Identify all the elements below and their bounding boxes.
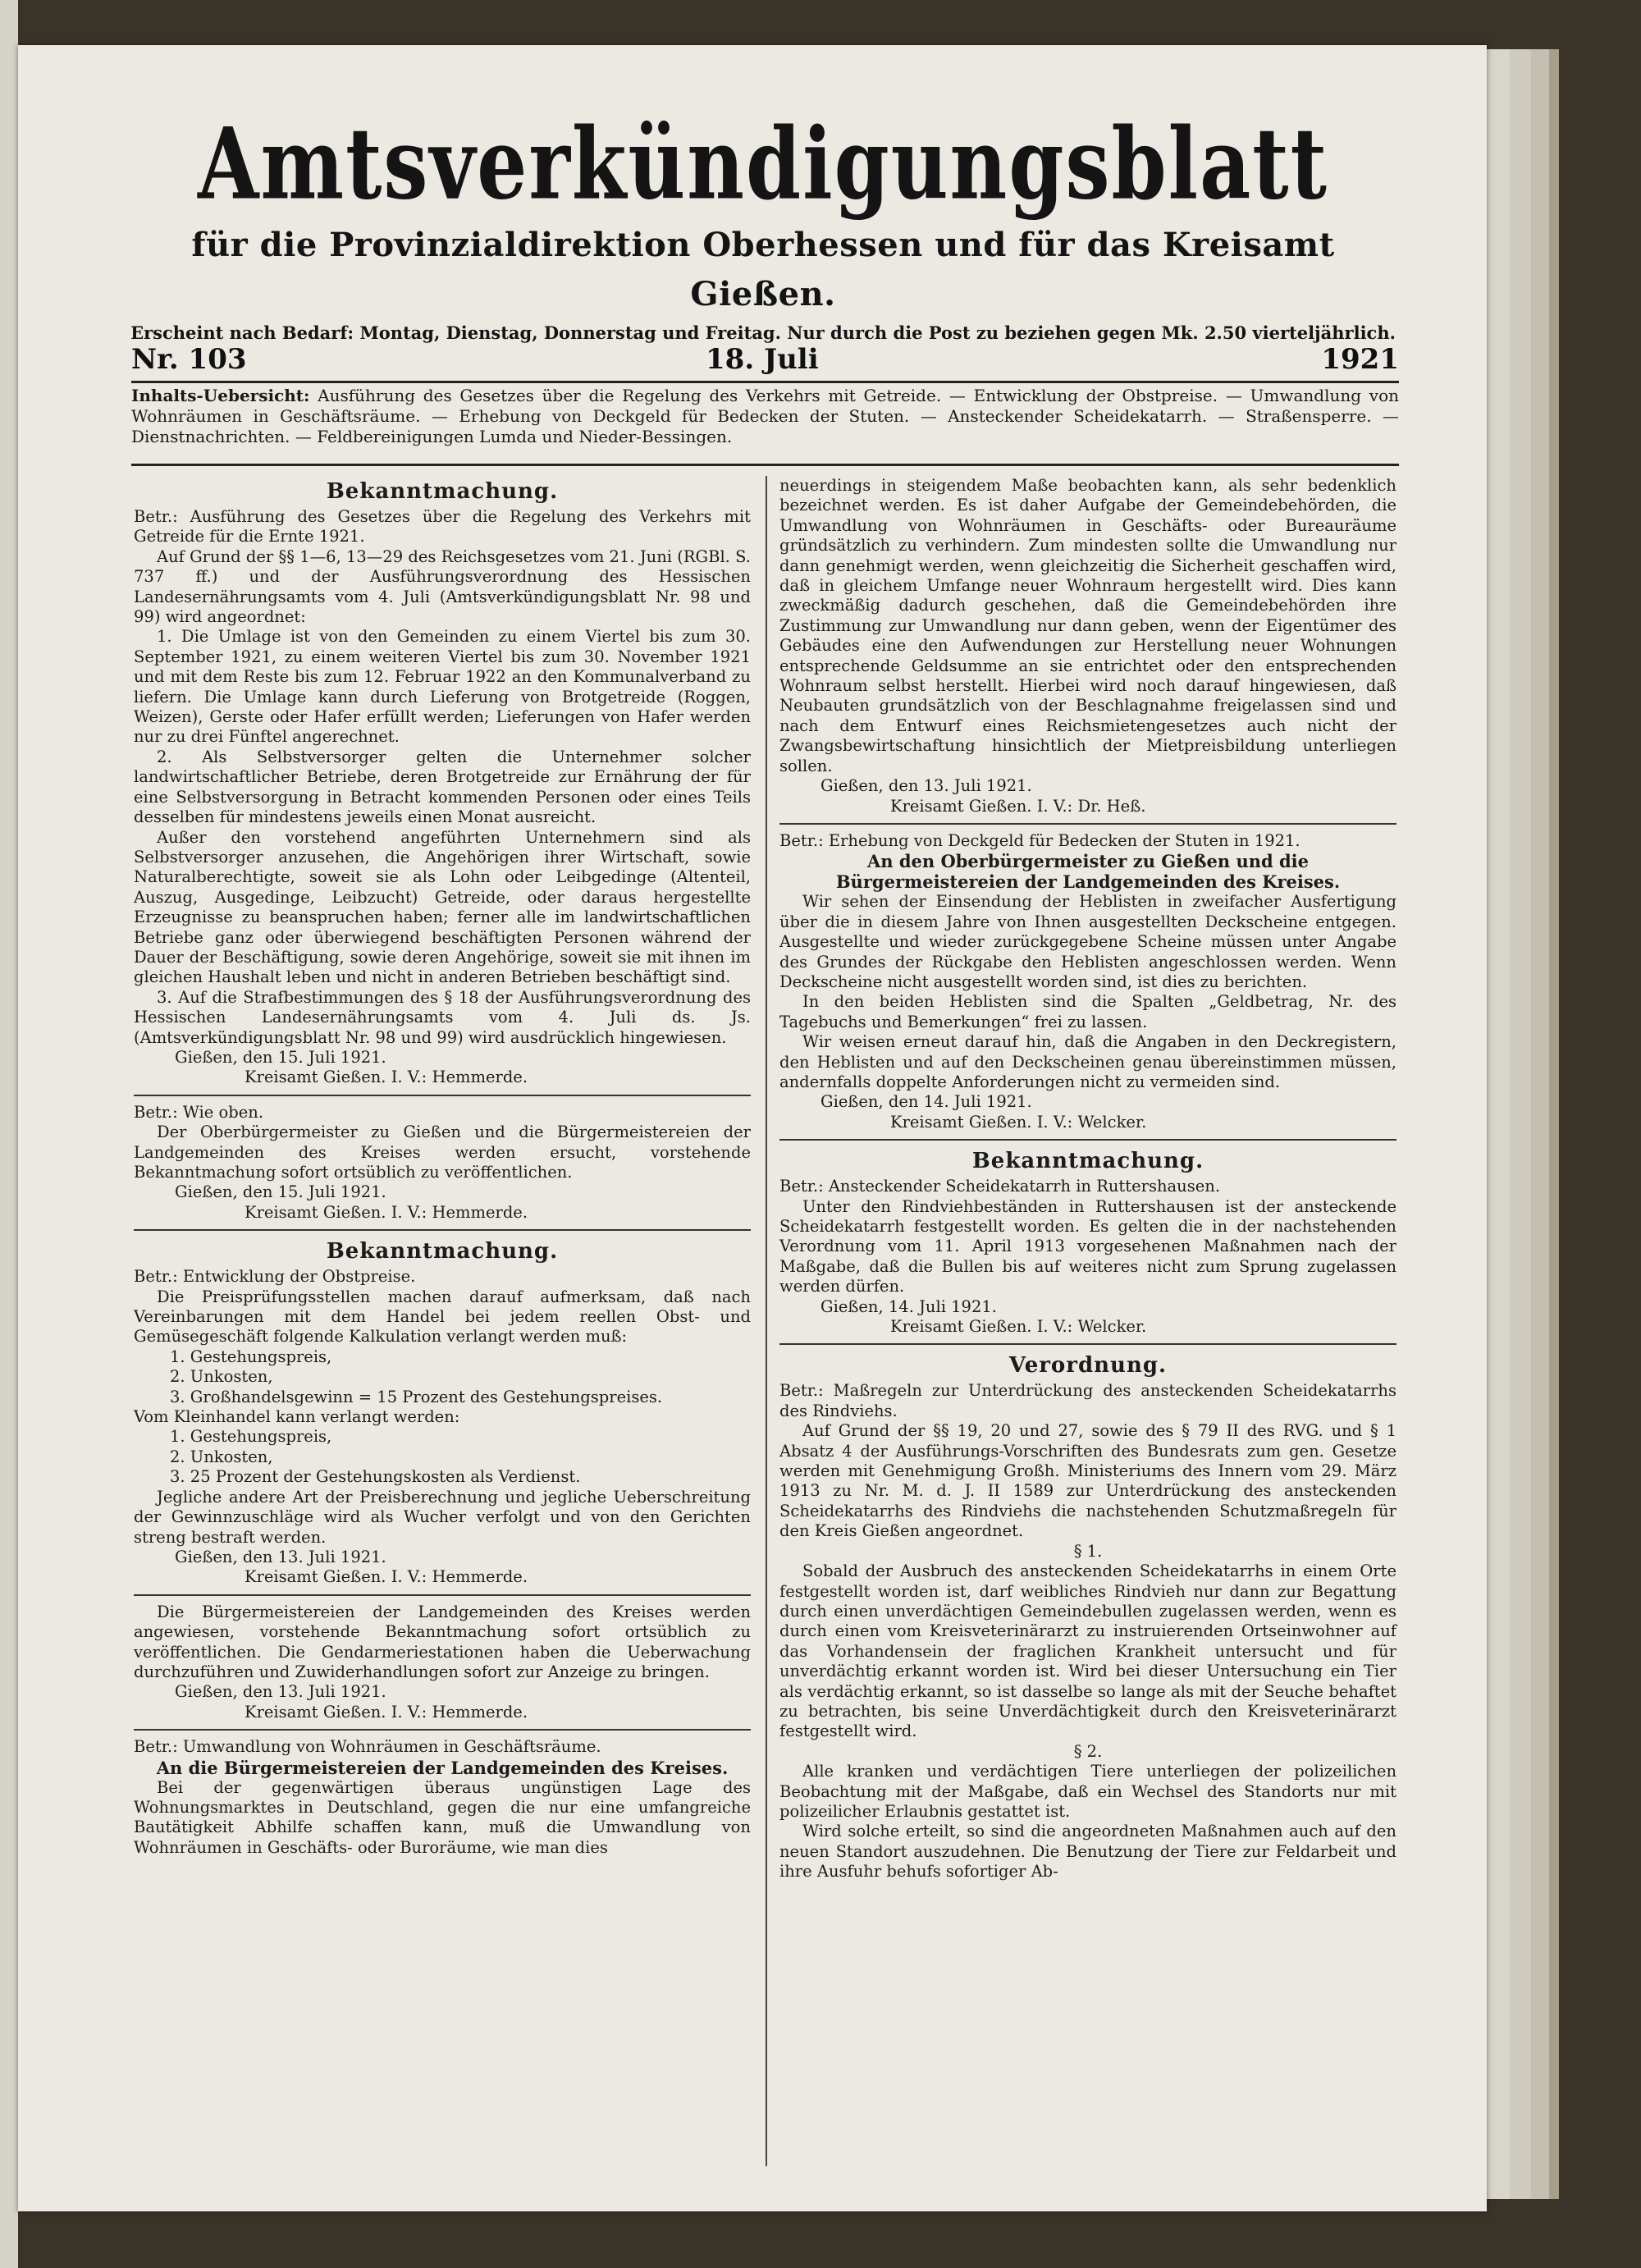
signature: Kreisamt Gießen. I. V.: Dr. Heß. [890,796,1146,816]
article-mayors-notice [134,1603,751,1722]
paragraph: Sobald der Ausbruch des ansteckenden Scheidekatarrhs in einem Orte festgestellt worden ist, darf weibliches Rindvieh nur dann zur Begattung durch einen unverdächtigen Gemeindebullen zugelassen werden, wenn es durch einen vom Kreisveterinärarzt zu instruierenden Ortseinwohner auf das Vorhandensein der fraglichen Krankheit untersucht und für unverdächtig erkannt worden ist. Wird bei dieser Untersuchung ein Tier als verdächtig erkannt, so ist dasselbe so lange als mit der Seuche behaftet zu betrachten, bis seine Unverdächtigkeit durch den Kreisveterinärarzt festgestellt wird. [779,1562,1396,1741]
page-edges [1531,49,1549,2199]
article-subject: Betr.: Erhebung von Deckgeld für Bedecken der Stuten in 1921. [779,830,1300,850]
paragraph: Wir weisen erneut darauf hin, daß die Angaben in den Deckregistern, den Heblisten und auf den Deckscheinen genau übereinstimmen müssen, andernfalls doppelte Anforderungen nicht zu vermeiden sind. [779,1032,1396,1091]
paragraph: Der Oberbürgermeister zu Gießen und die Bürgermeistereien der Landgemeinden des Kreises werden ersucht, vorstehende Bekanntmachung sofort ortsüblich zu veröffentlichen. [134,1123,751,1182]
place-date: Gießen, den 13. Juli 1921. [175,1547,386,1566]
divider [779,1139,1396,1141]
place-date: Gießen, den 15. Juli 1921. [175,1047,386,1067]
section-number: § 1. [1073,1541,1103,1561]
article-subject: Betr.: Ausführung des Gesetzes über die Regelung des Verkehrs mit Getreide für die Ernte 1921. [134,507,751,546]
place-date: Gießen, den 13. Juli 1921. [820,776,1032,796]
paragraph: Vom Kleinhandel kann verlangt werden: [134,1407,460,1427]
paragraph: 3. Auf die Strafbestimmungen des § 18 der Ausführungsverordnung des Hessischen Landesernährungsamts vom 4. Juli ds. Js. (Amtsverkündigungsblatt Nr. 98 und 99) wird ausdrücklich hingewiesen. [134,987,751,1047]
article-grain-law [134,478,751,1088]
article-heading: Verordnung. [1008,1353,1168,1379]
divider [134,1729,751,1731]
paragraph: Die Preisprüfungsstellen machen darauf aufmerksam, daß nach Vereinbarungen mit dem Handel bei jedem reellen Obst- und Gemüsegeschäft folgende Kalkulation verlangt werden muß: [134,1287,751,1347]
scan-border [0,0,18,2268]
signature: Kreisamt Gießen. I. V.: Welcker. [890,1317,1147,1337]
article-housing [134,1737,751,1858]
paragraph: Auf Grund der §§ 1—6, 13—29 des Reichsgesetzes vom 21. Juni (RGBl. S. 737 ff.) und der Ausführungsverordnung des Hessischen Landesernährungsamts vom 4. Juli (Amtsverkündigungsblatt Nr. 98 und 99) wird angeordnet: [134,546,751,627]
paragraph: Alle kranken und verdächtigen Tiere unterliegen der polizeilichen Beobachtung mit der Maßgabe, daß ein Wechsel des Standorts nur mit polizeilicher Erlaubnis gestattet ist. [779,1762,1396,1821]
page-edges [1510,49,1531,2199]
paragraph: 2. Als Selbstversorger gelten die Unternehmer solcher landwirtschaftlicher Betriebe, deren Brotgetreide zur Ernährung der für eine Selbstversorgung in Betracht kommenden Personen oder eines Teils desselben für mindestens jeweils einen Monat ausreicht. [134,747,751,827]
issue-date: 18. Juli [706,343,819,376]
contents-text: Ausführung des Gesetzes über die Regelung des Verkehrs mit Getreide. — Entwicklung der Obstpreise. — Umwandlung von Wohnräumen in Geschäftsräume. — Erhebung von Deckgeld für Bedecken der Stuten. — Ansteckender Scheidekatarrh. — Straßensperre. — Dienstnachrichten. — Feldbereinigungen Lumda und Nieder-Bessingen. [131,386,1399,446]
page-edges [1487,49,1510,2199]
article-subject: Betr.: Wie oben. [134,1102,264,1122]
signature: Kreisamt Gießen. I. V.: Hemmerde. [245,1702,528,1722]
article-subject: Betr.: Entwicklung der Obstpreise. [134,1267,416,1287]
paragraph: Die Bürgermeistereien der Landgemeinden des Kreises werden angewiesen, vorstehende Bekanntmachung sofort ortsüblich zu veröffentlichen. Die Gendarmeriestationen haben die Ueberwachung durchzuführen und Zuwiderhandlungen sofort zur Anzeige zu bringen. [134,1602,751,1681]
article-address: An den Oberbürgermeister zu Gießen und die Bürgermeistereien der Landgemeinden des Kreises. [835,851,1341,893]
article-fruit-prices [134,1237,751,1588]
divider [779,1343,1396,1345]
place-date: Gießen, 14. Juli 1921. [820,1296,997,1316]
paragraph: Unter den Rindviehbeständen in Ruttershausen ist der ansteckende Scheidekatarrh festgestellt worden. Es gelten die in der nachstehenden Verordnung vom 11. April 1913 vorgesehenen Maßnahmen nach der Maßgabe, daß die Bullen bis auf weiteres nicht zum Sprung zugelassen werden dürfen. [779,1196,1396,1296]
divider [779,823,1396,825]
article-housing-cont [779,476,1396,816]
masthead [123,105,1403,347]
article-subject: Betr.: Umwandlung von Wohnräumen in Geschäftsräume. [134,1737,601,1757]
list-item: 3. 25 Prozent der Gestehungskosten als Verdienst. [170,1467,581,1487]
article-subject: Betr.: Ansteckender Scheidekatarrh in Ruttershausen. [779,1177,1221,1196]
paragraph: In den beiden Heblisten sind die Spalten „Geldbetrag, Nr. des Tagebuchs und Bemerkungen“ frei zu lassen. [779,992,1396,1031]
place-date: Gießen, den 15. Juli 1921. [175,1182,386,1202]
signature: Kreisamt Gießen. I. V.: Welcker. [890,1112,1147,1132]
divider [134,1229,751,1231]
dateline [131,343,1399,383]
page-subtitle: für die Provinzialdirektion Oberhessen und für das Kreisamt Gießen. [191,226,1335,313]
divider [131,464,1399,466]
page-edges [1549,49,1559,2199]
article-stud-fees [779,831,1396,1132]
article-address: An die Bürgermeistereien der Landgemeinden des Kreises. [156,1757,729,1778]
list-item: 2. Unkosten, [170,1447,273,1466]
place-date: Gießen, den 13. Juli 1921. [175,1682,386,1702]
signature: Kreisamt Gießen. I. V.: Hemmerde. [245,1202,528,1222]
publication-schedule: Erscheint nach Bedarf: Montag, Dienstag, Donnerstag und Freitag. Nur durch die Post zu beziehen gegen Mk. 2.50 vierteljährlich. [130,322,1396,343]
article-subject: Betr.: Maßregeln zur Unterdrückung des ansteckenden Scheidekatarrhs des Rindviehs. [779,1381,1396,1420]
article-publish-notice [134,1103,751,1223]
column-divider [766,476,767,2166]
article-catarrh [779,1147,1396,1337]
paragraph: 1. Die Umlage ist von den Gemeinden zu einem Viertel bis zum 30. September 1921, zu einem weiteren Viertel bis zum 30. November 1921 und mit dem Reste bis zum 12. Februar 1922 an den Kommunalverband zu liefern. Die Umlage kann durch Lieferung von Brotgetreide (Roggen, Weizen), Gerste oder Hafer erfüllt werden; Lieferungen von Hafer werden nur zu drei Fünftel angerechnet. [134,627,751,747]
paragraph: Wir sehen der Einsendung der Heblisten in zweifacher Ausfertigung über die in diesem Jahre von Ihnen ausgestellten Deckscheine entgegen. Ausgestellte und wieder zurückgegebene Scheine müssen unter Angabe des Grundes der Rückgabe den Heblisten angeschlossen werden. Wenn Deckscheine nicht ausgestellt worden sind, ist dies zu berichten. [779,892,1396,991]
paragraph: Jegliche andere Art der Preisberechnung und jegliche Ueberschreitung der Gewinnzuschläge wird als Wucher verfolgt und von den Gerichten streng bestraft werden. [134,1487,751,1547]
paragraph: neuerdings in steigendem Maße beobachten kann, als sehr bedenklich bezeichnet werden. Es ist daher Aufgabe der Gemeindebehörden, die Umwandlung von Wohnräumen in Geschäfts- oder Bureauräume gründsätzlich zu verhindern. Zum mindesten sollte die Umwandlung nur dann genehmigt werden, wenn gleichzeitig die Sicherheit geschaffen wird, daß in gleichem Umfange neuer Wohnraum hergestellt wird. Dies kann zweckmäßig dadurch geschehen, daß die Gemeindebehörden ihre Zustimmung zur Umwandlung nur dann geben, wenn der Eigentümer des Gebäudes eine den Aufwendungen zur Herstellung neuer Wohnungen entsprechende Geldsumme an sie entrichtet oder den entsprechenden Wohnraum selbst herstellt. Hierbei wird noch darauf hingewiesen, daß Neubauten grundsätzlich von der Beschlagnahme freigelassen sind und nach dem Entwurf eines Reichsmietengesetzes auch nicht der Zwangsbewirtschaftung hinsichtlich der Mietpreisbildung unterliegen sollen. [779,476,1396,775]
paragraph: Bei der gegenwärtigen überaus ungünstigen Lage des Wohnungsmarktes in Deutschland, gegen die nur eine umfangreiche Bautätigkeit Abhilfe schaffen kann, muß die Umwandlung von Wohnräumen in Geschäfts- oder Buroräume, wie man dies [134,1777,751,1857]
paragraph: Auf Grund der §§ 19, 20 und 27, sowie des § 79 II des RVG. und § 1 Absatz 4 der Ausführungs-Vorschriften des Bundesrats zum gen. Gesetze werden mit Genehmigung Großh. Ministeriums des Innern vom 29. März 1913 zu Nr. M. d. J. II 1589 zur Unterdrückung des ansteckenden Scheidekatarrhs des Rindviehs die nachstehenden Schutzmaßregeln für den Kreis Gießen angeordnet. [779,1421,1396,1541]
section-number: § 2. [1073,1741,1103,1761]
article-heading: Bekanntmachung. [326,1239,559,1264]
left-column [134,476,751,1863]
paragraph: Wird solche erteilt, so sind die angeordneten Maßnahmen auch auf den neuen Standort auszudehnen. Die Benutzung der Tiere zur Feldarbeit und ihre Ausfuhr behufs sofortiger Ab- [779,1822,1396,1882]
contents-label: Inhalts-Uebersicht: [131,386,310,405]
divider [134,1594,751,1596]
right-column [779,476,1396,1887]
issue-year: 1921 [1321,343,1399,376]
paragraph: Außer den vorstehend angeführten Unternehmern sind als Selbstversorger anzusehen, die Angehörigen ihrer Wirtschaft, sowie Naturalberechtigte, soweit sie als Lohn oder Leibgedinge (Altenteil, Auszug, Ausgedinge, Leibzucht) Getreide, oder daraus hergestellte Erzeugnisse zu beanspruchen haben; ferner alle im landwirtschaftlichen Betriebe ganz oder überwiegend beschäftigten Personen während der Dauer der Beschäftigung, sowie deren Angehörige, soweit sie mit ihnen im gleichen Haushalt leben und nicht in anderen Betrieben beschäftigt sind. [134,827,751,987]
issue-number: Nr. 103 [131,343,247,376]
place-date: Gießen, den 14. Juli 1921. [820,1092,1032,1112]
article-heading: Bekanntmachung. [971,1149,1204,1174]
article-heading: Bekanntmachung. [326,479,559,504]
list-item: 2. Unkosten, [170,1367,273,1387]
list-item: 1. Gestehungspreis, [170,1427,332,1447]
signature: Kreisamt Gießen. I. V.: Hemmerde. [245,1567,528,1587]
list-item: 1. Gestehungspreis, [170,1347,332,1366]
signature: Kreisamt Gießen. I. V.: Hemmerde. [245,1068,528,1087]
list-item: 3. Großhandelsgewinn = 15 Prozent des Gestehungspreises. [170,1387,663,1406]
article-ordinance [779,1351,1396,1882]
page-title: Amtsverkündigungsblatt [198,105,1328,222]
table-of-contents [131,386,1399,447]
divider [134,1095,751,1096]
